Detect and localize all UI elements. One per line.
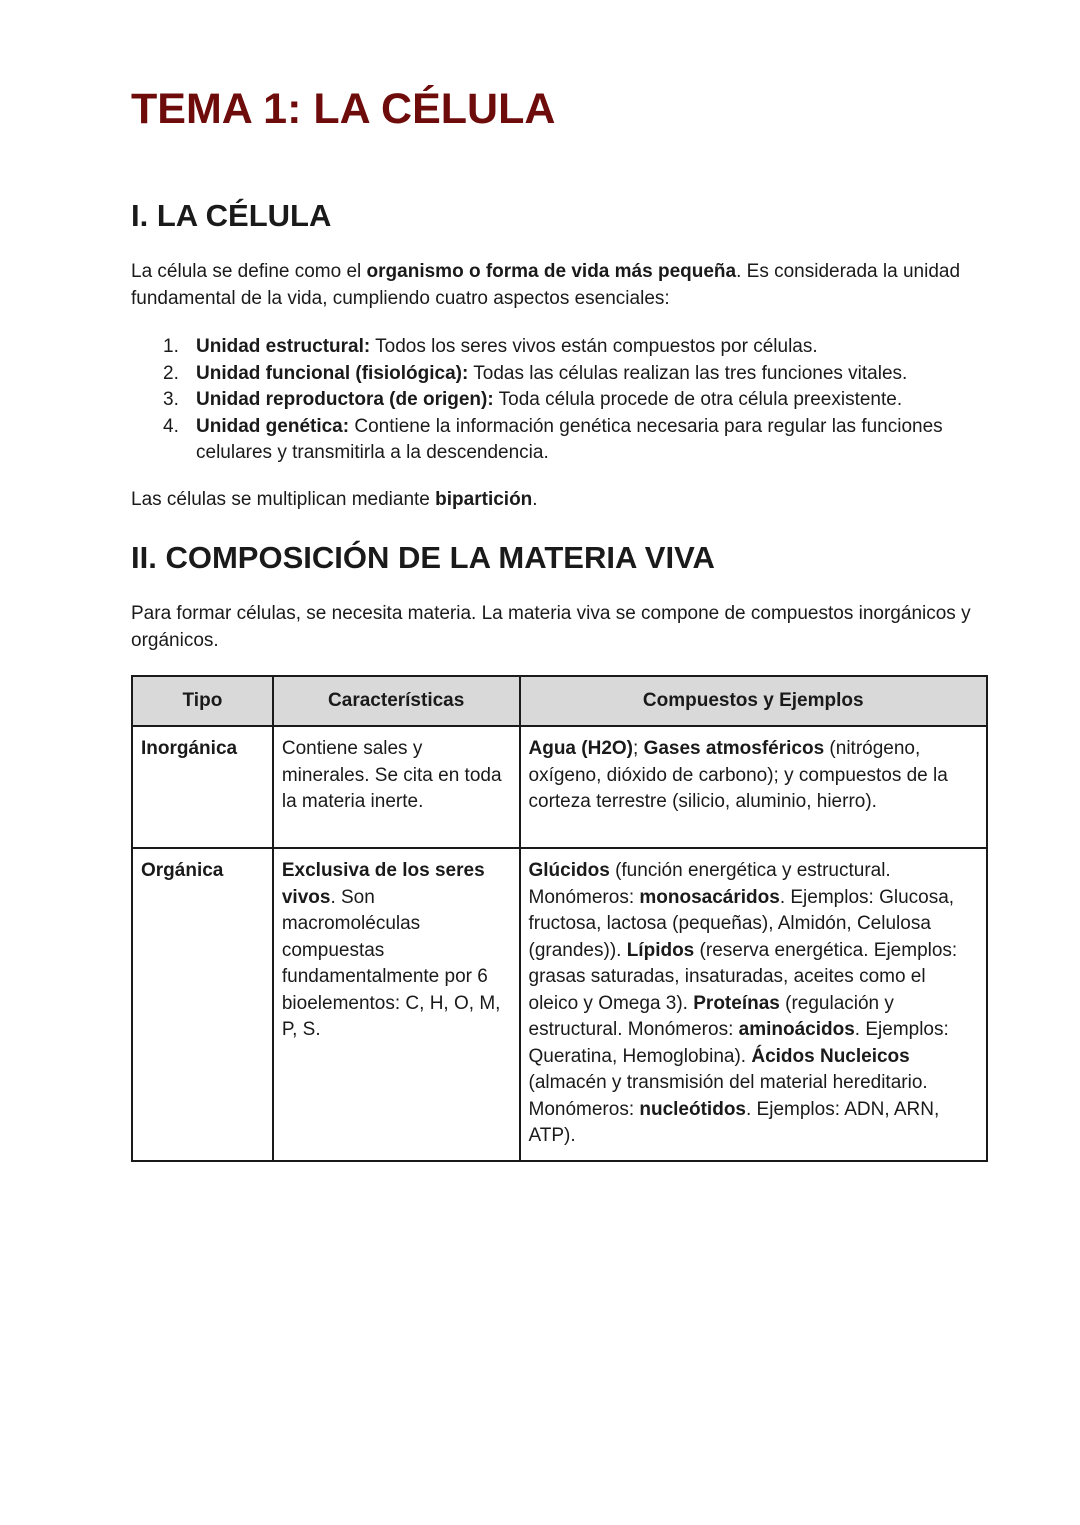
section-heading-composicion: II. COMPOSICIÓN DE LA MATERIA VIVA bbox=[131, 540, 715, 575]
column-header-compuestos: Compuestos y Ejemplos bbox=[520, 676, 988, 726]
section1-intro-paragraph: La célula se define como el organismo o forma de vida más pequeña. Es considerada la unidad fundamental de la vida, cumpliendo cuatro aspectos esenciales: bbox=[131, 261, 961, 309]
cell-tipo: Inorgánica bbox=[132, 726, 273, 848]
cell-compuestos: Agua (H2O); Gases atmosféricos (nitrógeno, oxígeno, dióxido de carbono); y compuestos de la corteza terrestre (silicio, aluminio, hierro). bbox=[520, 726, 988, 848]
cell-aspects-list bbox=[131, 334, 991, 467]
composition-table bbox=[131, 675, 988, 1162]
cell-caracteristicas: Exclusiva de los seres vivos. Son macromoléculas compuestas fundamentalmente por 6 bioelementos: C, H, O, M, P, S. bbox=[273, 848, 520, 1161]
document-title: TEMA 1: LA CÉLULA bbox=[131, 85, 556, 133]
cell-tipo: Orgánica bbox=[132, 848, 273, 1161]
section-heading-la-celula: I. LA CÉLULA bbox=[131, 198, 332, 233]
table-row bbox=[132, 848, 987, 1161]
table-row bbox=[132, 726, 987, 848]
column-header-caracteristicas: Características bbox=[273, 676, 520, 726]
table-header-row bbox=[132, 676, 987, 726]
column-header-tipo: Tipo bbox=[132, 676, 273, 726]
list-item: 1. Unidad estructural: Todos los seres vivos están compuestos por células. bbox=[163, 336, 818, 357]
list-item: 4. Unidad genética: Contiene la información genética necesaria para regular las funciones celulares y transmitirla a la descendencia. bbox=[163, 415, 943, 463]
list-item: 2. Unidad funcional (fisiológica): Todas las células realizan las tres funciones vitales. bbox=[163, 362, 908, 384]
section1-closing-paragraph: Las células se multiplican mediante bipartición. bbox=[131, 489, 538, 510]
section2-intro-paragraph: Para formar células, se necesita materia. La materia viva se compone de compuestos inorgánicos y orgánicos. bbox=[131, 603, 971, 651]
cell-compuestos: Glúcidos (función energética y estructural. Monómeros: monosacáridos. Ejemplos: Glucosa, fructosa, lactosa (pequeñas), Almidón, Celulosa (grandes)). Lípidos (reserva energética. Ejemplos: grasas saturadas, insaturadas, aceites como el oleico y Omega 3). Proteínas (regulación y estructural. Monómeros: aminoácidos. Ejemplos: Queratina, Hemoglobina). Ácidos Nucleicos (almacén y transmisión del material hereditario. Monómeros: nucleótidos. Ejemplos: ADN, ARN, ATP). bbox=[520, 848, 988, 1161]
cell-caracteristicas: Contiene sales y minerales. Se cita en toda la materia inerte. bbox=[273, 726, 520, 848]
list-item: 3. Unidad reproductora (de origen): Toda célula procede de otra célula preexistente. bbox=[163, 389, 903, 410]
